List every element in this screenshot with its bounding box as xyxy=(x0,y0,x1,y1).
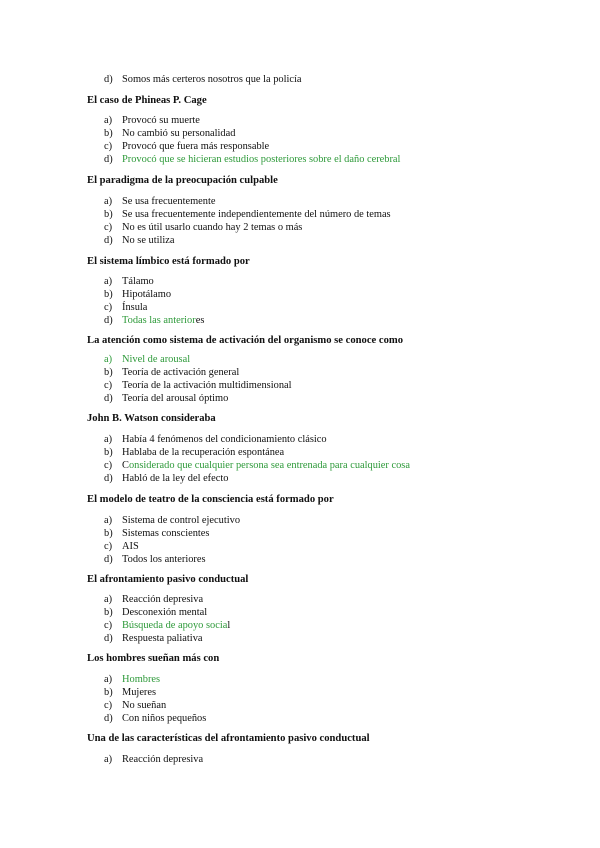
option-letter: c) xyxy=(104,541,113,552)
option-text-highlight: Todas las anterior xyxy=(122,315,196,326)
option-text-correct: Nivel de arousal xyxy=(122,354,191,365)
option-text-correct xyxy=(122,619,230,632)
option-text: Se usa frecuentemente independientemente del número de temas xyxy=(122,209,391,220)
option-letter: a) xyxy=(104,276,113,287)
option-text-tail: l xyxy=(227,620,231,631)
option-letter: c) xyxy=(104,460,113,471)
option-text: Desconexión mental xyxy=(122,607,208,618)
option-text: Respuesta paliativa xyxy=(122,633,203,644)
option-letter: a) xyxy=(104,754,113,765)
option-letter: c) xyxy=(104,222,113,233)
option-text: Habló de la ley del efecto xyxy=(122,473,229,484)
option-text: No cambió su personalidad xyxy=(122,128,236,139)
option-text: No se utiliza xyxy=(122,235,175,246)
option-letter: b) xyxy=(104,209,113,220)
option-text: Hablaba de la recuperación espontánea xyxy=(122,447,285,458)
option-letter: d) xyxy=(104,713,113,724)
question-title: El paradigma de la preocupación culpable xyxy=(87,175,278,186)
option-letter: d) xyxy=(104,473,113,484)
question-title: Una de las características del afrontamiento pasivo conductual xyxy=(87,733,370,744)
option-text-correct xyxy=(122,459,410,472)
option-letter: d) xyxy=(104,154,113,165)
option-text: Había 4 fenómenos del condicionamiento clásico xyxy=(122,434,327,445)
option-letter: b) xyxy=(104,128,113,139)
option-letter: c) xyxy=(104,380,113,391)
option-letter: b) xyxy=(104,367,113,378)
option-text-correct xyxy=(122,314,204,327)
option-letter: c) xyxy=(104,302,113,313)
option-letter: b) xyxy=(104,687,113,698)
option-text: Teoría de activación general xyxy=(122,367,240,378)
option-letter: d) xyxy=(104,235,113,246)
option-letter: d) xyxy=(104,315,113,326)
option-letter: a) xyxy=(104,674,113,685)
option-text-tail: es xyxy=(195,315,205,326)
option-text: Hipotálamo xyxy=(122,289,172,300)
option-letter: b) xyxy=(104,447,113,458)
option-letter: a) xyxy=(104,434,113,445)
option-letter: a) xyxy=(104,594,113,605)
option-text: Teoría del arousal óptimo xyxy=(122,393,229,404)
option-letter: a) xyxy=(104,354,113,365)
option-text: Sistema de control ejecutivo xyxy=(122,515,241,526)
option-letter: c) xyxy=(104,620,113,631)
option-letter: a) xyxy=(104,115,113,126)
question-title: John B. Watson consideraba xyxy=(87,413,216,424)
option-letter: b) xyxy=(104,607,113,618)
option-letter: d) xyxy=(104,554,113,565)
option-text: Todos los anteriores xyxy=(122,554,206,565)
option-text-highlight: onsiderado que cualquier persona sea entrenada para cualquier cosa xyxy=(128,460,410,471)
option-letter: a) xyxy=(104,196,113,207)
option-text: Provocó su muerte xyxy=(122,115,200,126)
option-text: Se usa frecuentemente xyxy=(122,196,216,207)
option-text: AIS xyxy=(122,541,139,552)
option-text: Sistemas conscientes xyxy=(122,528,210,539)
option-text: Tálamo xyxy=(122,276,154,287)
option-text-head: C xyxy=(122,460,129,471)
option-text: No sueñan xyxy=(122,700,167,711)
question-title: La atención como sistema de activación del organismo se conoce como xyxy=(87,335,403,346)
option-text: Ínsula xyxy=(122,302,148,313)
option-text-correct: Hombres xyxy=(122,674,161,685)
option-text: No es útil usarlo cuando hay 2 temas o más xyxy=(122,222,303,233)
option-text: Reacción depresiva xyxy=(122,754,204,765)
option-text: Provocó que fuera más responsable xyxy=(122,141,270,152)
option-text: Somos más certeros nosotros que la policía xyxy=(122,74,302,85)
option-letter: c) xyxy=(104,141,113,152)
question-title: El afrontamiento pasivo conductual xyxy=(87,574,249,585)
option-text-highlight: Búsqueda de apoyo socia xyxy=(122,620,228,631)
option-letter: d) xyxy=(104,74,113,85)
question-title: El modelo de teatro de la consciencia está formado por xyxy=(87,494,334,505)
option-letter: b) xyxy=(104,289,113,300)
option-letter: d) xyxy=(104,393,113,404)
option-letter: b) xyxy=(104,528,113,539)
option-text: Mujeres xyxy=(122,687,157,698)
question-title: El caso de Phineas P. Cage xyxy=(87,95,207,106)
question-title: El sistema límbico está formado por xyxy=(87,256,250,267)
option-text: Reacción depresiva xyxy=(122,594,204,605)
option-letter: d) xyxy=(104,633,113,644)
option-letter: c) xyxy=(104,700,113,711)
option-text: Con niños pequeños xyxy=(122,713,207,724)
question-title: Los hombres sueñan más con xyxy=(87,653,220,664)
option-text-correct: Provocó que se hicieran estudios posteriores sobre el daño cerebral xyxy=(122,154,401,165)
option-text: Teoría de la activación multidimensional xyxy=(122,380,292,391)
option-letter: a) xyxy=(104,515,113,526)
